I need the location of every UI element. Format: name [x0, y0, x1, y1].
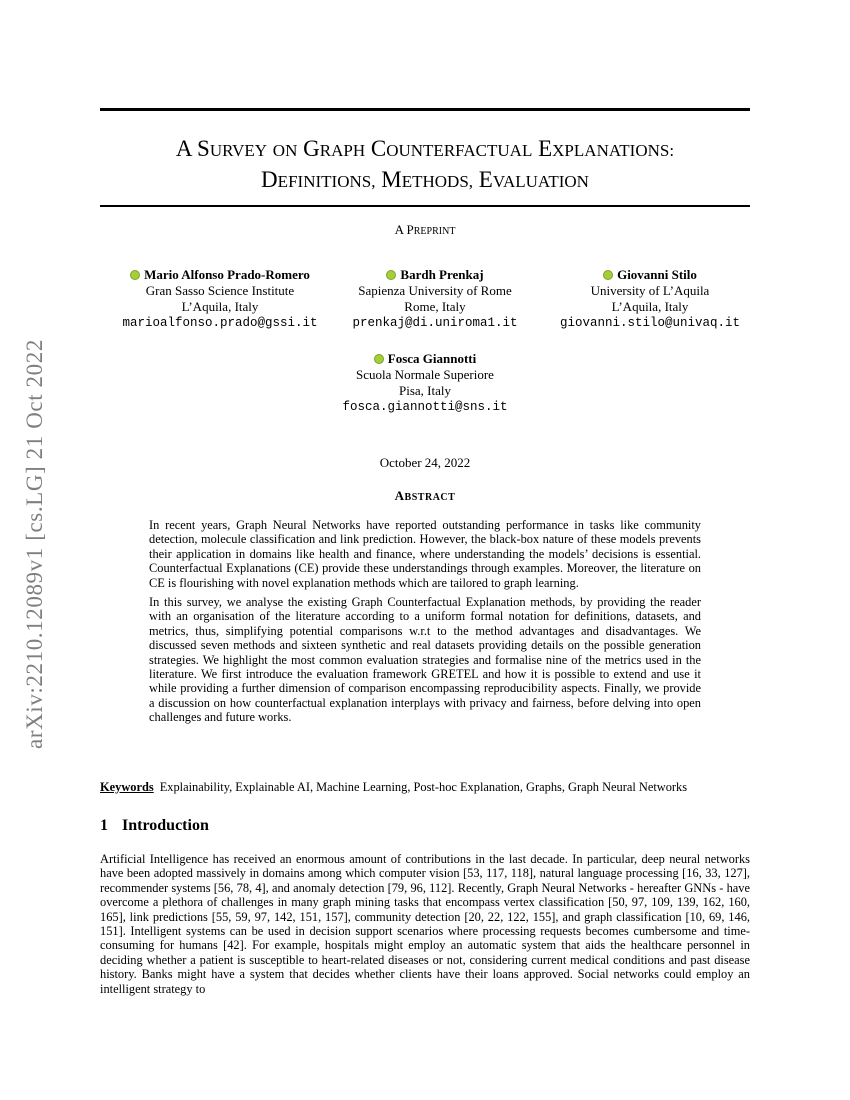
keywords-text: Explainability, Explainable AI, Machine Learning, Post-hoc Explanation, Graphs, Graph Neural Networks	[159, 780, 688, 794]
abstract-heading: ABSTRACT	[394, 488, 456, 503]
arxiv-stamp	[10, 300, 60, 788]
arxiv-id: arXiv:2210.12089v1 [cs.LG] 21 Oct 2022	[22, 339, 47, 749]
keywords	[100, 780, 750, 795]
preprint-label: A PREPRINT	[394, 222, 456, 237]
author-email[interactable]: giovanni.stilo@univaq.it	[559, 316, 741, 330]
section-heading	[100, 817, 750, 835]
title-line-2: DEFINITIONS, METHODS, EVALUATION	[261, 167, 589, 192]
orcid-icon[interactable]	[374, 354, 384, 364]
author-location: Pisa, Italy	[399, 383, 451, 398]
keywords-label: Keywords	[100, 780, 154, 794]
author-block	[540, 267, 760, 331]
abstract-body	[149, 518, 701, 730]
title-rule-bottom	[100, 205, 750, 207]
abstract-paragraph: In recent years, Graph Neural Networks have reported outstanding performance in tasks like community detection, molecule classification and link prediction. However, the black-box nature of these models prevents their application in domains like health and finance, where understanding the models’ decisions is essential. Counterfactual Explanations (CE) provide these understandings through examples. Moreover, the literature on CE is flourishing with novel explanation methods which are tailored to graph learning.	[149, 518, 701, 590]
author-block	[325, 351, 525, 415]
orcid-icon[interactable]	[130, 270, 140, 280]
section-number: 1	[100, 817, 108, 834]
author-location: L’Aquila, Italy	[181, 299, 259, 314]
orcid-icon[interactable]	[386, 270, 396, 280]
author-block	[110, 267, 330, 331]
author-email[interactable]: prenkaj@di.uniroma1.it	[352, 316, 518, 330]
author-email[interactable]: fosca.giannotti@sns.it	[342, 400, 508, 414]
author-block	[335, 267, 535, 331]
author-affiliation: Gran Sasso Science Institute	[145, 283, 295, 298]
publication-date: October 24, 2022	[379, 455, 471, 470]
author-name: Giovanni Stilo	[617, 267, 697, 282]
title-line-1: A SURVEY ON GRAPH COUNTERFACTUAL EXPLANATIONS:	[175, 136, 675, 161]
author-name: Fosca Giannotti	[387, 351, 477, 366]
author-location: L’Aquila, Italy	[611, 299, 689, 314]
introduction-text: Artificial Intelligence has received an enormous amount of contributions in the last decade. In particular, deep neural networks have been adopted massively in domains among which computer vision [53, 117, 118], natural language processing [16, 33, 127], recommender systems [56, 78, 4], and anomaly detection [79, 96, 112]. Recently, Graph Neural Networks - hereafter GNNs - have overcome a plethora of challenges in many graph mining tasks that encompass vertex classification [50, 97, 109, 139, 162, 160, 165], link predictions [55, 59, 97, 142, 151, 157], community detection [20, 22, 122, 155], and graph classification [10, 69, 146, 151]. Intelligent systems can be used in decision support scenarios where processing requests becomes cumbersome and time-consuming for humans [42]. For example, hospitals might employ an automatic system that aids the healthcare personnel in deciding whether a patient is susceptible to heart-related diseases or not, considering current medical conditions and past disease history. Banks might have a system that decides whether clients have their loans approved. Social networks could employ an intelligent strategy to	[100, 852, 750, 996]
author-email[interactable]: marioalfonso.prado@gssi.it	[122, 316, 318, 330]
orcid-icon[interactable]	[603, 270, 613, 280]
author-name: Mario Alfonso Prado-Romero	[144, 267, 310, 282]
paper-title	[100, 134, 750, 196]
title-rule-top	[100, 108, 750, 111]
author-affiliation: Scuola Normale Superiore	[356, 367, 494, 382]
author-name: Bardh Prenkaj	[400, 267, 484, 282]
author-affiliation: University of L’Aquila	[590, 283, 710, 298]
author-location: Rome, Italy	[404, 299, 466, 314]
abstract-paragraph: In this survey, we analyse the existing Graph Counterfactual Explanation methods, by providing the reader with an organisation of the literature according to a uniform formal notation for definitions, datasets, and metrics, thus, simplifying potential comparisons w.r.t to the method advantages and disadvantages. We discussed seven methods and sixteen synthetic and real datasets providing details on the possible generation strategies. We highlight the most common evaluation strategies and formalise nine of the metrics used in the literature. We first introduce the evaluation framework GRETEL and how it is possible to extend and use it while providing a further dimension of comparison encompassing reproducibility aspects. Finally, we provide a discussion on how counterfactual explanation interplays with privacy and fairness, before delving into open challenges and future works.	[149, 595, 701, 725]
section-title: Introduction	[122, 817, 209, 834]
author-affiliation: Sapienza University of Rome	[358, 283, 512, 298]
